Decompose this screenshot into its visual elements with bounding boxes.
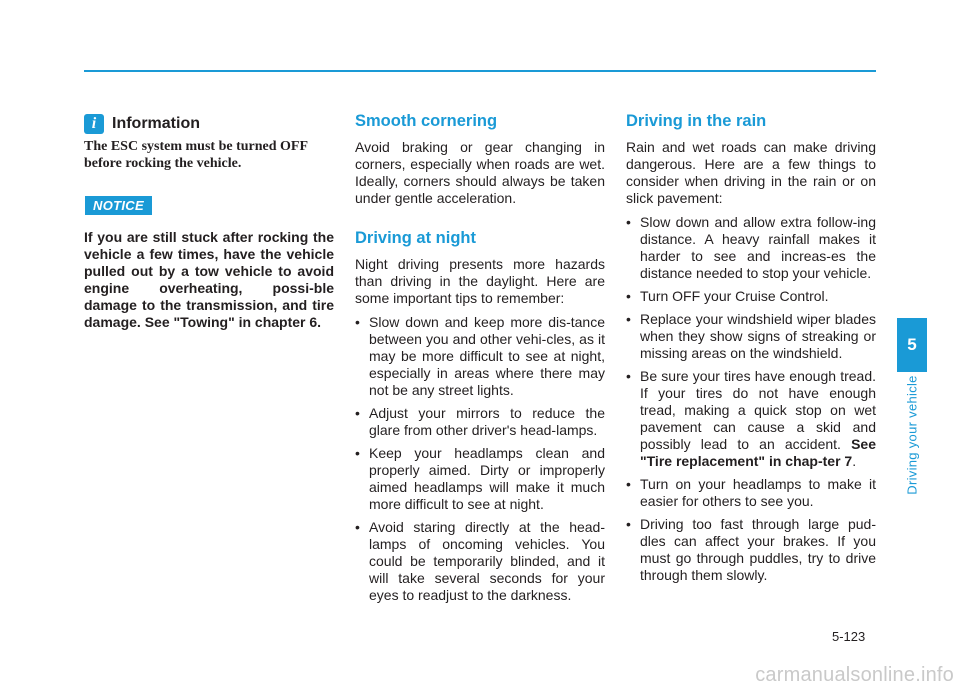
rain-tips-list (626, 214, 876, 584)
information-header (84, 114, 334, 134)
chapter-number-tab: 5 (897, 318, 927, 372)
header-rule (84, 70, 876, 72)
notice-badge: NOTICE (85, 196, 152, 215)
list-item: • Turn on your headlamps to make it easier for others to see you. (626, 476, 876, 509)
night-tips-list (355, 314, 605, 604)
information-icon: i (84, 114, 104, 134)
list-item: • Avoid staring directly at the head-lamps of oncoming vehicles. You could be temporarily blinded, and it will take several seconds for your eyes to readjust to the darkness. (355, 519, 605, 603)
list-item: • Be sure your tires have enough tread. If your tires do not have enough tread, making a quick stop on wet pavement can cause a skid and possibly lead to an accident. See "Tire replacement" in chap-ter 7. (626, 368, 876, 469)
tire-replacement-reference: See "Tire replacement" in chap-ter 7 (640, 436, 876, 469)
information-title: Information (112, 115, 200, 132)
chapter-name: Driving your vehicle (904, 375, 920, 495)
column-right (626, 108, 876, 590)
watermark: carmanualsonline.info (755, 664, 954, 686)
list-item-text: Turn on your headlamps to make it easier for others to see you. (640, 476, 876, 509)
list-item: • Driving too fast through large pud-dles can affect your brakes. If you must go through puddles, try to drive through them slowly. (626, 516, 876, 583)
column-middle (355, 108, 605, 610)
list-item-text: Driving too fast through large pud-dles can affect your brakes. If you must go through puddles, try to drive through them slowly. (640, 516, 876, 583)
list-item-text: Slow down and allow extra follow-ing distance. A heavy rainfall makes it harder to see and increas-es the distance needed to stop your vehicle. (640, 214, 876, 281)
list-item-text: Turn OFF your Cruise Control. (640, 288, 829, 304)
column-left (84, 108, 334, 331)
driving-at-night-intro: Night driving presents more hazards than driving in the daylight. Here are some important tips to remember: (355, 256, 605, 306)
list-item-text: Slow down and keep more dis-tance between you and other vehi-cles, as it may be more difficult to see at night, especially in areas where there may not be any street lights. (369, 314, 605, 398)
list-item: • Replace your windshield wiper blades when they show signs of streaking or missing areas on the windshield. (626, 311, 876, 361)
smooth-cornering-title: Smooth cornering (355, 112, 498, 130)
information-body: The ESC system must be turned OFF before rocking the vehicle. (84, 139, 308, 171)
list-item: • Keep your headlamps clean and properly aimed. Dirty or improperly aimed headlamps will make it much more difficult to see at night. (355, 445, 605, 512)
list-item: • Turn OFF your Cruise Control. (626, 288, 829, 304)
notice-body: If you are still stuck after rocking the vehicle a few times, have the vehicle pulled out by a tow vehicle to avoid engine overheating, possi-ble damage to the transmission, and tire damage. See "Towing" in chapter 6. (84, 229, 334, 330)
list-item-text-end: . (852, 453, 857, 469)
list-item-text: Keep your headlamps clean and properly aimed. Dirty or improperly aimed headlamps will make it much more difficult to see at night. (369, 445, 605, 512)
list-item-text: Adjust your mirrors to reduce the glare from other driver's head-lamps. (369, 405, 605, 438)
driving-at-night-title: Driving at night (355, 229, 476, 247)
page-number: 5-123 (832, 629, 866, 644)
list-item: • Adjust your mirrors to reduce the glare from other driver's head-lamps. (355, 405, 605, 438)
driving-in-rain-intro: Rain and wet roads can make driving dangerous. Here are a few things to consider when driving in the rain or on slick pavement: (626, 139, 876, 206)
list-item-text: Be sure your tires have enough tread. If your tires do not have enough tread, making a quick stop on wet pavement can cause a skid and possibly lead to an accident. (640, 368, 876, 452)
smooth-cornering-body: Avoid braking or gear changing in corners, especially when roads are wet. Ideally, corners should always be taken under gentle acceleration. (355, 139, 605, 206)
list-item: • Slow down and keep more dis-tance between you and other vehi-cles, as it may be more difficult to see at night, especially in areas where there may not be any street lights. (355, 314, 605, 398)
driving-in-rain-title: Driving in the rain (626, 112, 767, 130)
list-item: • Slow down and allow extra follow-ing distance. A heavy rainfall makes it harder to see and increas-es the distance needed to stop your vehicle. (626, 214, 876, 281)
list-item-text: Avoid staring directly at the head-lamps of oncoming vehicles. You could be temporarily blinded, and it will take several seconds for your eyes to readjust to the darkness. (369, 519, 605, 603)
list-item-text: Replace your windshield wiper blades when they show signs of streaking or missing areas on the windshield. (640, 311, 876, 361)
